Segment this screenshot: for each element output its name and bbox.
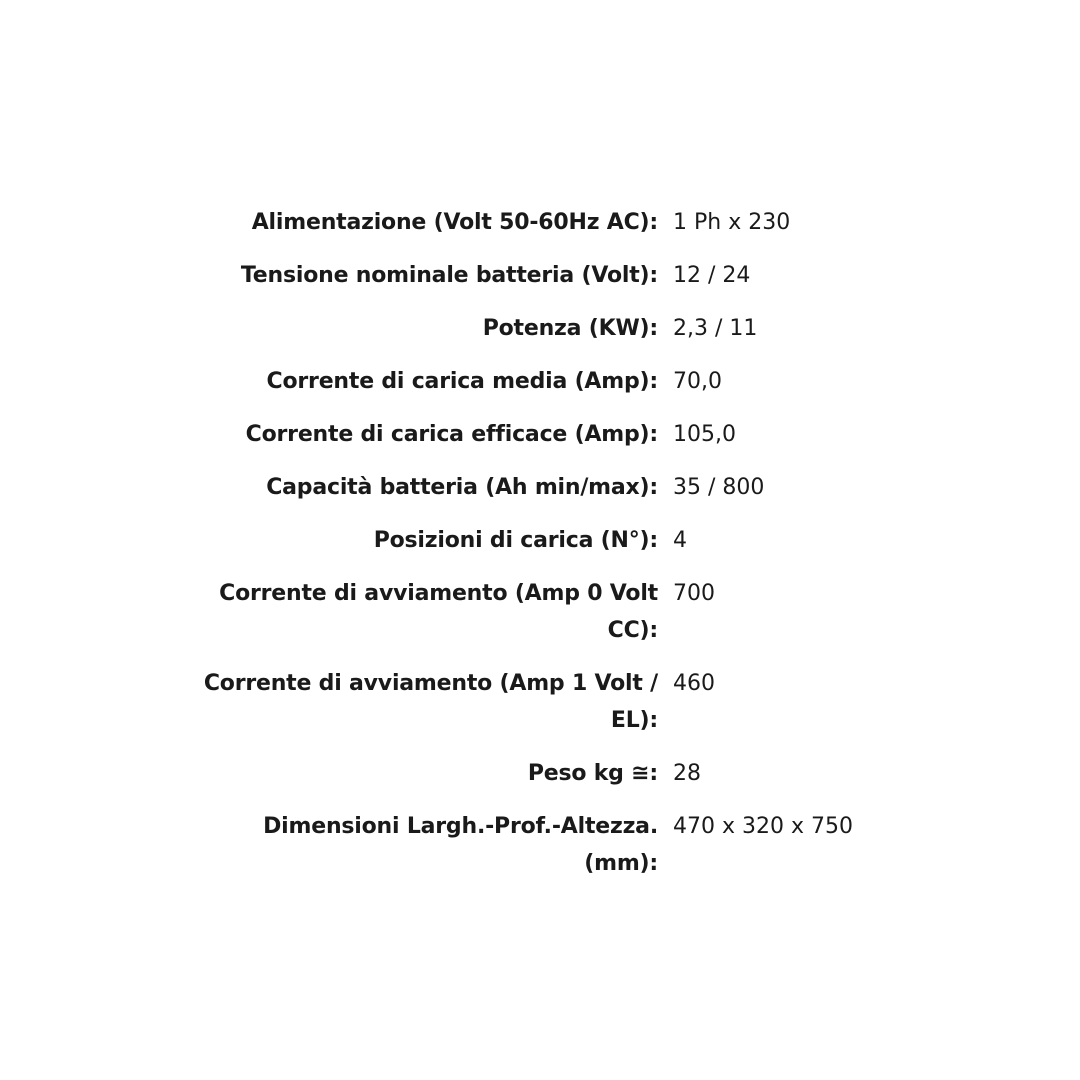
spec-label: Tensione nominale batteria (Volt):	[240, 263, 658, 288]
spec-value: 2,3 / 11	[673, 316, 758, 341]
spec-row-capacita	[0, 469, 1080, 506]
spec-label: Corrente di carica media (Amp):	[266, 369, 658, 394]
spec-row-corrente-media	[0, 363, 1080, 400]
spec-row-dimensioni	[0, 808, 1080, 882]
spec-value: 470 x 320 x 750	[673, 814, 853, 839]
spec-label: Corrente di carica efficace (Amp):	[245, 422, 658, 447]
spec-row-tensione	[0, 257, 1080, 294]
spec-label: Corrente di avviamento (Amp 1 Volt / EL):	[203, 671, 658, 733]
spec-value: 35 / 800	[673, 475, 765, 500]
spec-value: 105,0	[673, 422, 736, 447]
spec-value: 70,0	[673, 369, 722, 394]
spec-value: 28	[673, 761, 701, 786]
spec-row-avviamento-0v	[0, 575, 1080, 649]
spec-label: Alimentazione (Volt 50-60Hz AC):	[251, 210, 658, 235]
spec-label: Potenza (KW):	[482, 316, 658, 341]
spec-row-posizioni	[0, 522, 1080, 559]
spec-row-potenza	[0, 310, 1080, 347]
spec-value: 1 Ph x 230	[673, 210, 791, 235]
spec-label: Peso kg ≅:	[527, 761, 658, 786]
spec-value: 12 / 24	[673, 263, 751, 288]
spec-label: Dimensioni Largh.-Prof.-Altezza. (mm):	[263, 814, 658, 876]
spec-value: 700	[673, 581, 715, 606]
spec-row-corrente-efficace	[0, 416, 1080, 453]
spec-row-peso	[0, 755, 1080, 792]
spec-row-alimentazione	[0, 204, 1080, 241]
spec-table	[0, 204, 1080, 898]
spec-label: Capacità batteria (Ah min/max):	[266, 475, 658, 500]
spec-label: Posizioni di carica (N°):	[373, 528, 658, 553]
spec-value: 4	[673, 528, 687, 553]
spec-row-avviamento-1v	[0, 665, 1080, 739]
spec-label: Corrente di avviamento (Amp 0 Volt CC):	[219, 581, 658, 643]
spec-value: 460	[673, 671, 715, 696]
